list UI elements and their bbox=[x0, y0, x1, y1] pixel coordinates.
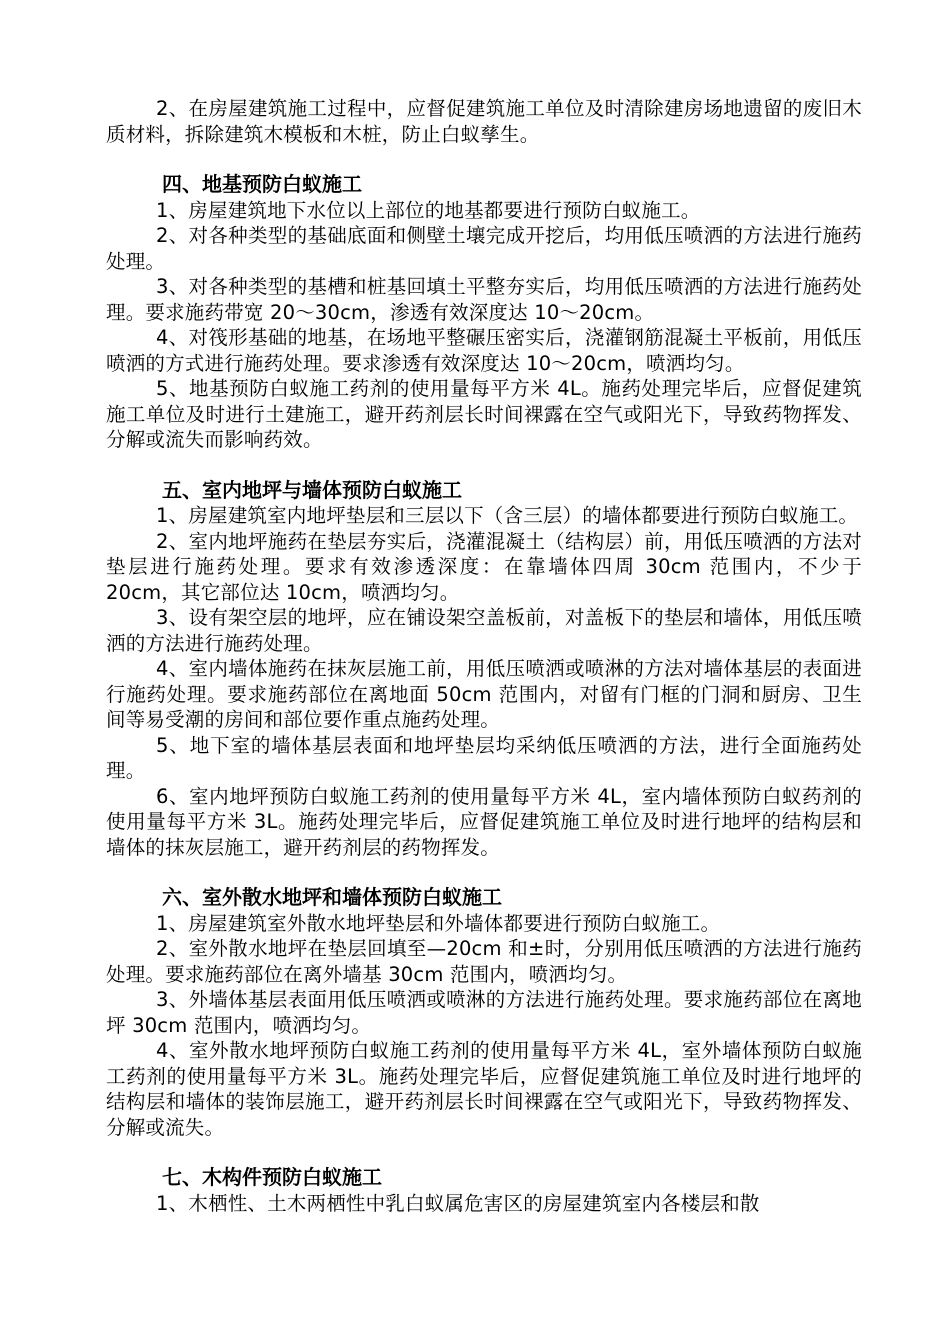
paragraph: 3、外墙体基层表面用低压喷洒或喷淋的方法进行施药处理。要求施药部位在离地坪 30cm 范围内，喷洒均匀。 bbox=[106, 988, 862, 1037]
paragraph: 2、对各种类型的基础底面和侧壁土壤完成开挖后，均用低压喷洒的方法进行施药处理。 bbox=[106, 224, 862, 273]
paragraph: 3、设有架空层的地坪，应在铺设架空盖板前，对盖板下的垫层和墙体，用低压喷洒的方法进行施药处理。 bbox=[106, 606, 862, 655]
section-gap bbox=[106, 860, 862, 885]
section-gap bbox=[106, 1140, 862, 1165]
paragraph: 4、对筏形基础的地基，在场地平整碾压密实后，浇灌钢筋混凝土平板前，用低压喷洒的方式进行施药处理。要求渗透有效深度达 10～20cm，喷洒均匀。 bbox=[106, 326, 862, 375]
paragraph: 2、室外散水地坪在垫层回填至—20cm 和±时，分别用低压喷洒的方法进行施药处理。要求施药部位在离外墙基 30cm 范围内，喷洒均匀。 bbox=[106, 937, 862, 986]
section-gap bbox=[106, 147, 862, 172]
paragraph: 1、房屋建筑室内地坪垫层和三层以下（含三层）的墙体都要进行预防白蚁施工。 bbox=[156, 504, 859, 527]
document-page bbox=[106, 96, 862, 1216]
section-heading: 五、室内地坪与墙体预防白蚁施工 bbox=[162, 477, 462, 502]
paragraph: 4、室内墙体施药在抹灰层施工前，用低压喷洒或喷淋的方法对墙体基层的表面进行施药处理。要求施药部位在离地面 50cm 范围内，对留有门框的门洞和厨房、卫生间等易受潮的房间和部位要作重点施药处理。 bbox=[106, 657, 862, 731]
paragraph: 5、地基预防白蚁施工药剂的使用量每平方米 4L。施药处理完毕后，应督促建筑施工单位及时进行土建施工，避开药剂层长时间裸露在空气或阳光下，导致药物挥发、分解或流失而影响药效。 bbox=[106, 377, 862, 451]
paragraph: 2、室内地坪施药在垫层夯实后，浇灌混凝土（结构层）前，用低压喷洒的方法对垫层进行施药处理。要求有效渗透深度：在靠墙体四周 30cm 范围内，不少于 20cm，其它部位达 10cm，喷洒均匀。 bbox=[106, 529, 862, 604]
paragraph: 5、地下室的墙体基层表面和地坪垫层均采纳低压喷洒的方法，进行全面施药处理。 bbox=[106, 733, 862, 782]
section-gap bbox=[106, 453, 862, 478]
paragraph: 4、室外散水地坪预防白蚁施工药剂的使用量每平方米 4L，室外墙体预防白蚁施工药剂的使用量每平方米 3L。施药处理完毕后，应督促建筑施工单位及时进行地坪的结构层和墙体的装饰层施工，避开药剂层长时间裸露在空气或阳光下，导致药物挥发、分解或流失。 bbox=[106, 1039, 862, 1139]
paragraph: 1、房屋建筑地下水位以上部位的地基都要进行预防白蚁施工。 bbox=[156, 198, 701, 222]
section-heading: 七、木构件预防白蚁施工 bbox=[162, 1165, 382, 1189]
section-heading: 六、室外散水地坪和墙体预防白蚁施工 bbox=[162, 885, 502, 909]
paragraph: 1、房屋建筑室外散水地坪垫层和外墙体都要进行预防白蚁施工。 bbox=[156, 911, 721, 935]
paragraph: 2、在房屋建筑施工过程中，应督促建筑施工单位及时清除建房场地遗留的废旧木质材料，拆除建筑木模板和木桩，防止白蚁孳生。 bbox=[106, 97, 862, 146]
section-heading: 四、地基预防白蚁施工 bbox=[162, 172, 362, 196]
paragraph: 6、室内地坪预防白蚁施工药剂的使用量每平方米 4L，室内墙体预防白蚁药剂的使用量每平方米 3L。施药处理完毕后，应督促建筑施工单位及时进行地坪的结构层和墙体的抹灰层施工，避开药剂层的药物挥发。 bbox=[106, 784, 862, 859]
paragraph: 1、木栖性、土木两栖性中乳白蚁属危害区的房屋建筑室内各楼层和散 bbox=[156, 1191, 760, 1215]
paragraph: 3、对各种类型的基槽和桩基回填土平整夯实后，均用低压喷洒的方法进行施药处理。要求施药带宽 20～30cm，渗透有效深度达 10～20cm。 bbox=[106, 275, 862, 324]
